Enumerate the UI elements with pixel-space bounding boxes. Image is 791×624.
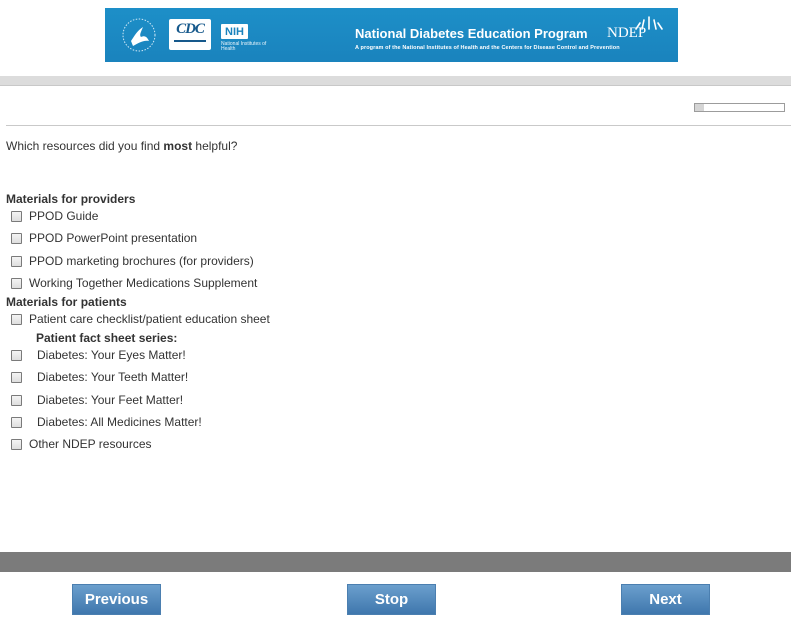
option-eyes-matter[interactable]: Diabetes: Your Eyes Matter!	[11, 348, 186, 362]
ndep-banner	[105, 8, 678, 62]
survey-progress-bar	[694, 103, 785, 112]
section-heading-providers: Materials for providers	[6, 192, 136, 206]
nih-logo: NIH National Institutes of Health	[221, 26, 267, 52]
previous-button[interactable]: Previous	[72, 584, 161, 615]
checkbox[interactable]	[11, 211, 22, 222]
checkbox[interactable]	[11, 233, 22, 244]
question-text: Which resources did you find most helpful?	[6, 139, 238, 153]
stop-button[interactable]: Stop	[347, 584, 436, 615]
option-ppod-powerpoint[interactable]: PPOD PowerPoint presentation	[11, 231, 197, 245]
checkbox[interactable]	[11, 417, 22, 428]
option-other-ndep[interactable]: Other NDEP resources	[11, 437, 152, 451]
progress-fill	[695, 104, 704, 111]
option-teeth-matter[interactable]: Diabetes: Your Teeth Matter!	[11, 370, 188, 384]
checkbox[interactable]	[11, 256, 22, 267]
option-ppod-guide[interactable]: PPOD Guide	[11, 209, 98, 223]
checkbox[interactable]	[11, 372, 22, 383]
hhs-eagle-logo	[119, 17, 159, 53]
section-heading-patients: Materials for patients	[6, 295, 127, 309]
checkbox[interactable]	[11, 395, 22, 406]
content-divider	[6, 125, 791, 126]
ndep-wordmark: NDEP	[607, 25, 647, 41]
option-care-checklist[interactable]: Patient care checklist/patient education sheet	[11, 312, 270, 326]
option-working-together[interactable]: Working Together Medications Supplement	[11, 276, 257, 290]
header-divider-bar	[0, 76, 791, 86]
checkbox[interactable]	[11, 278, 22, 289]
cdc-logo: CDC	[169, 19, 211, 50]
subheading-fact-sheet-series: Patient fact sheet series:	[36, 331, 178, 345]
banner-subtitle: A program of the National Institutes of Health and the Centers for Disease Control and Prevention	[355, 45, 620, 51]
option-ppod-brochures[interactable]: PPOD marketing brochures (for providers)	[11, 254, 254, 268]
checkbox[interactable]	[11, 439, 22, 450]
banner-title: National Diabetes Education Program	[355, 26, 588, 41]
next-button[interactable]: Next	[621, 584, 710, 615]
checkbox[interactable]	[11, 350, 22, 361]
checkbox[interactable]	[11, 314, 22, 325]
option-feet-matter[interactable]: Diabetes: Your Feet Matter!	[11, 393, 183, 407]
option-medicines-matter[interactable]: Diabetes: All Medicines Matter!	[11, 415, 202, 429]
footer-divider-bar	[0, 552, 791, 572]
